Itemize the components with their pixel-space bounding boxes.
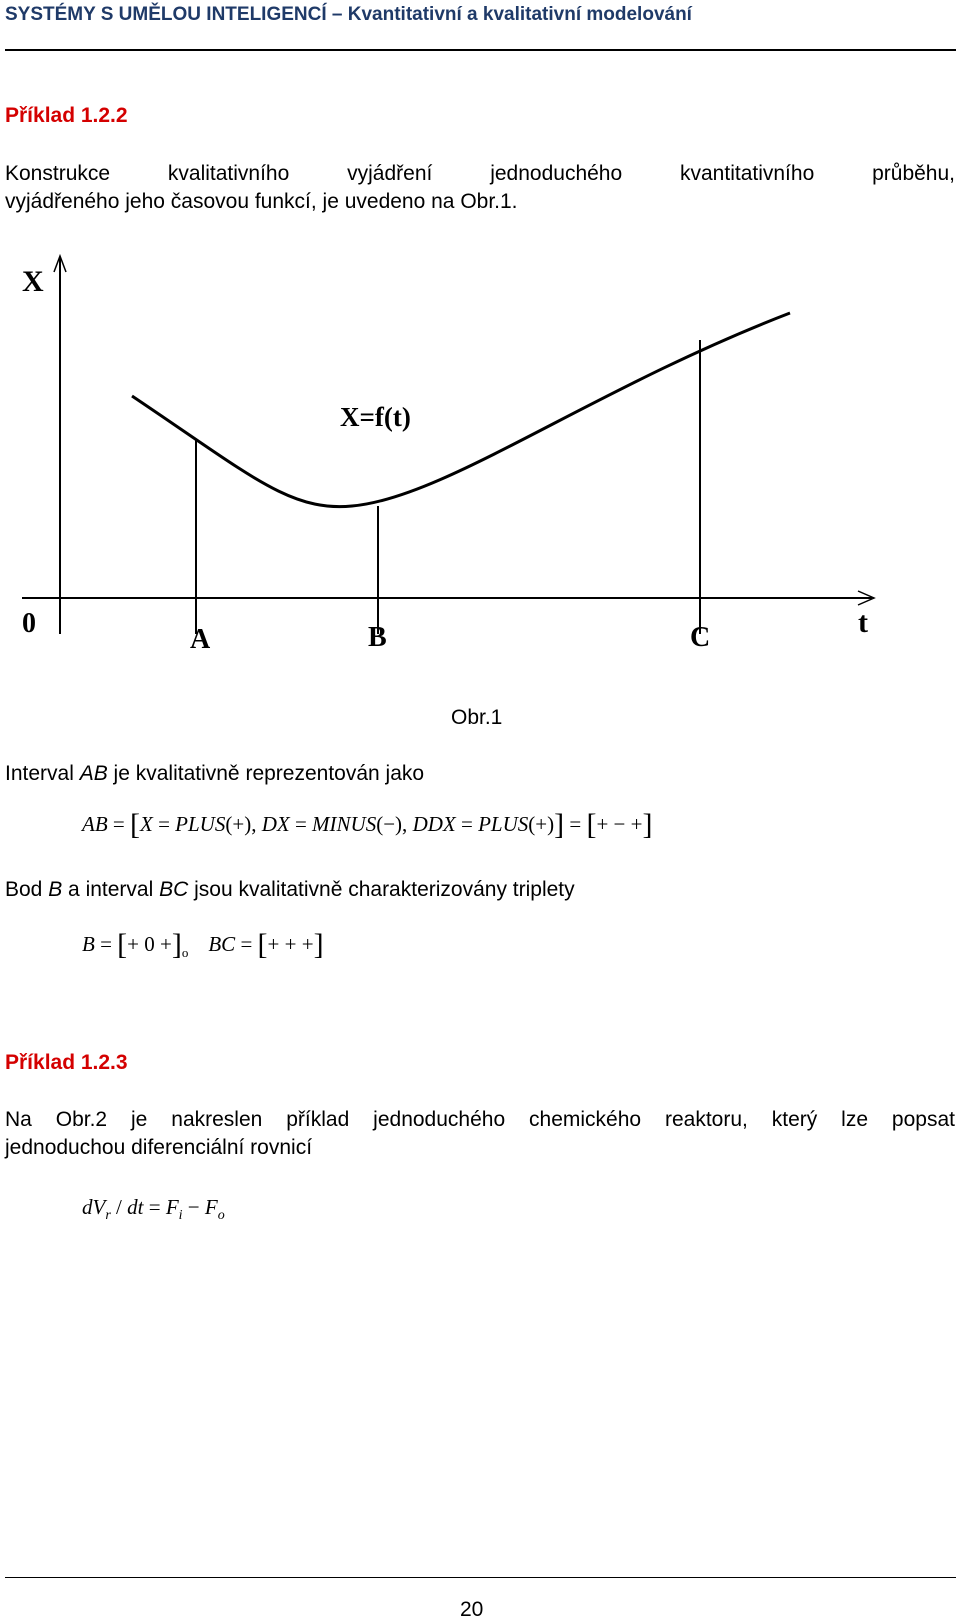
running-header: SYSTÉMY S UMĚLOU INTELIGENCÍ – Kvantitativní a kvalitativní modelování <box>5 4 692 25</box>
paragraph-line: jednoduchou diferenciální rovnicí <box>5 1136 313 1159</box>
origin-label: 0 <box>22 608 36 639</box>
example-title-1-2-3: Příklad 1.2.3 <box>5 1051 128 1074</box>
function-curve <box>132 313 790 507</box>
interval-sentence: Interval AB je kvalitativně reprezentován jako <box>5 762 425 785</box>
y-axis-label: X <box>22 265 44 298</box>
paragraph-line: Na Obr.2 je nakreslen příklad jednoduchého chemického reaktoru, který lze popsat <box>5 1108 955 1131</box>
equation-reactor: $dV_r$ / dt = $F_i - F_o$ <box>82 1195 225 1224</box>
point-label-a: A <box>190 624 211 655</box>
equation-ab: AB = [X = PLUS(+), DX = MINUS(−), DDX = PLUS(+)] = [+ − +] <box>82 808 653 841</box>
x-axis-label: t <box>858 606 868 639</box>
footer-divider <box>5 1577 956 1578</box>
paragraph-line: Konstrukce kvalitativního vyjádření jednoduchého kvantitativního průběhu, <box>5 162 955 185</box>
paragraph-line: vyjádřeného jeho časovou funkcí, je uvedeno na Obr.1. <box>5 190 518 213</box>
example-title-1-2-2: Příklad 1.2.2 <box>5 104 128 127</box>
point-label-b: B <box>368 622 387 653</box>
header-divider <box>5 49 956 51</box>
bod-sentence: Bod B a interval BC jsou kvalitativně charakterizovány triplety <box>5 878 575 901</box>
equation-triplets: B = [+ $0 +]_o$ BC = [+ + +] <box>82 928 324 961</box>
page-number: 20 <box>460 1598 484 1621</box>
figure-caption: Obr.1 <box>451 706 503 729</box>
curve-label: X=f(t) <box>340 402 411 432</box>
figure-graph <box>0 250 960 670</box>
point-label-c: C <box>690 622 711 653</box>
